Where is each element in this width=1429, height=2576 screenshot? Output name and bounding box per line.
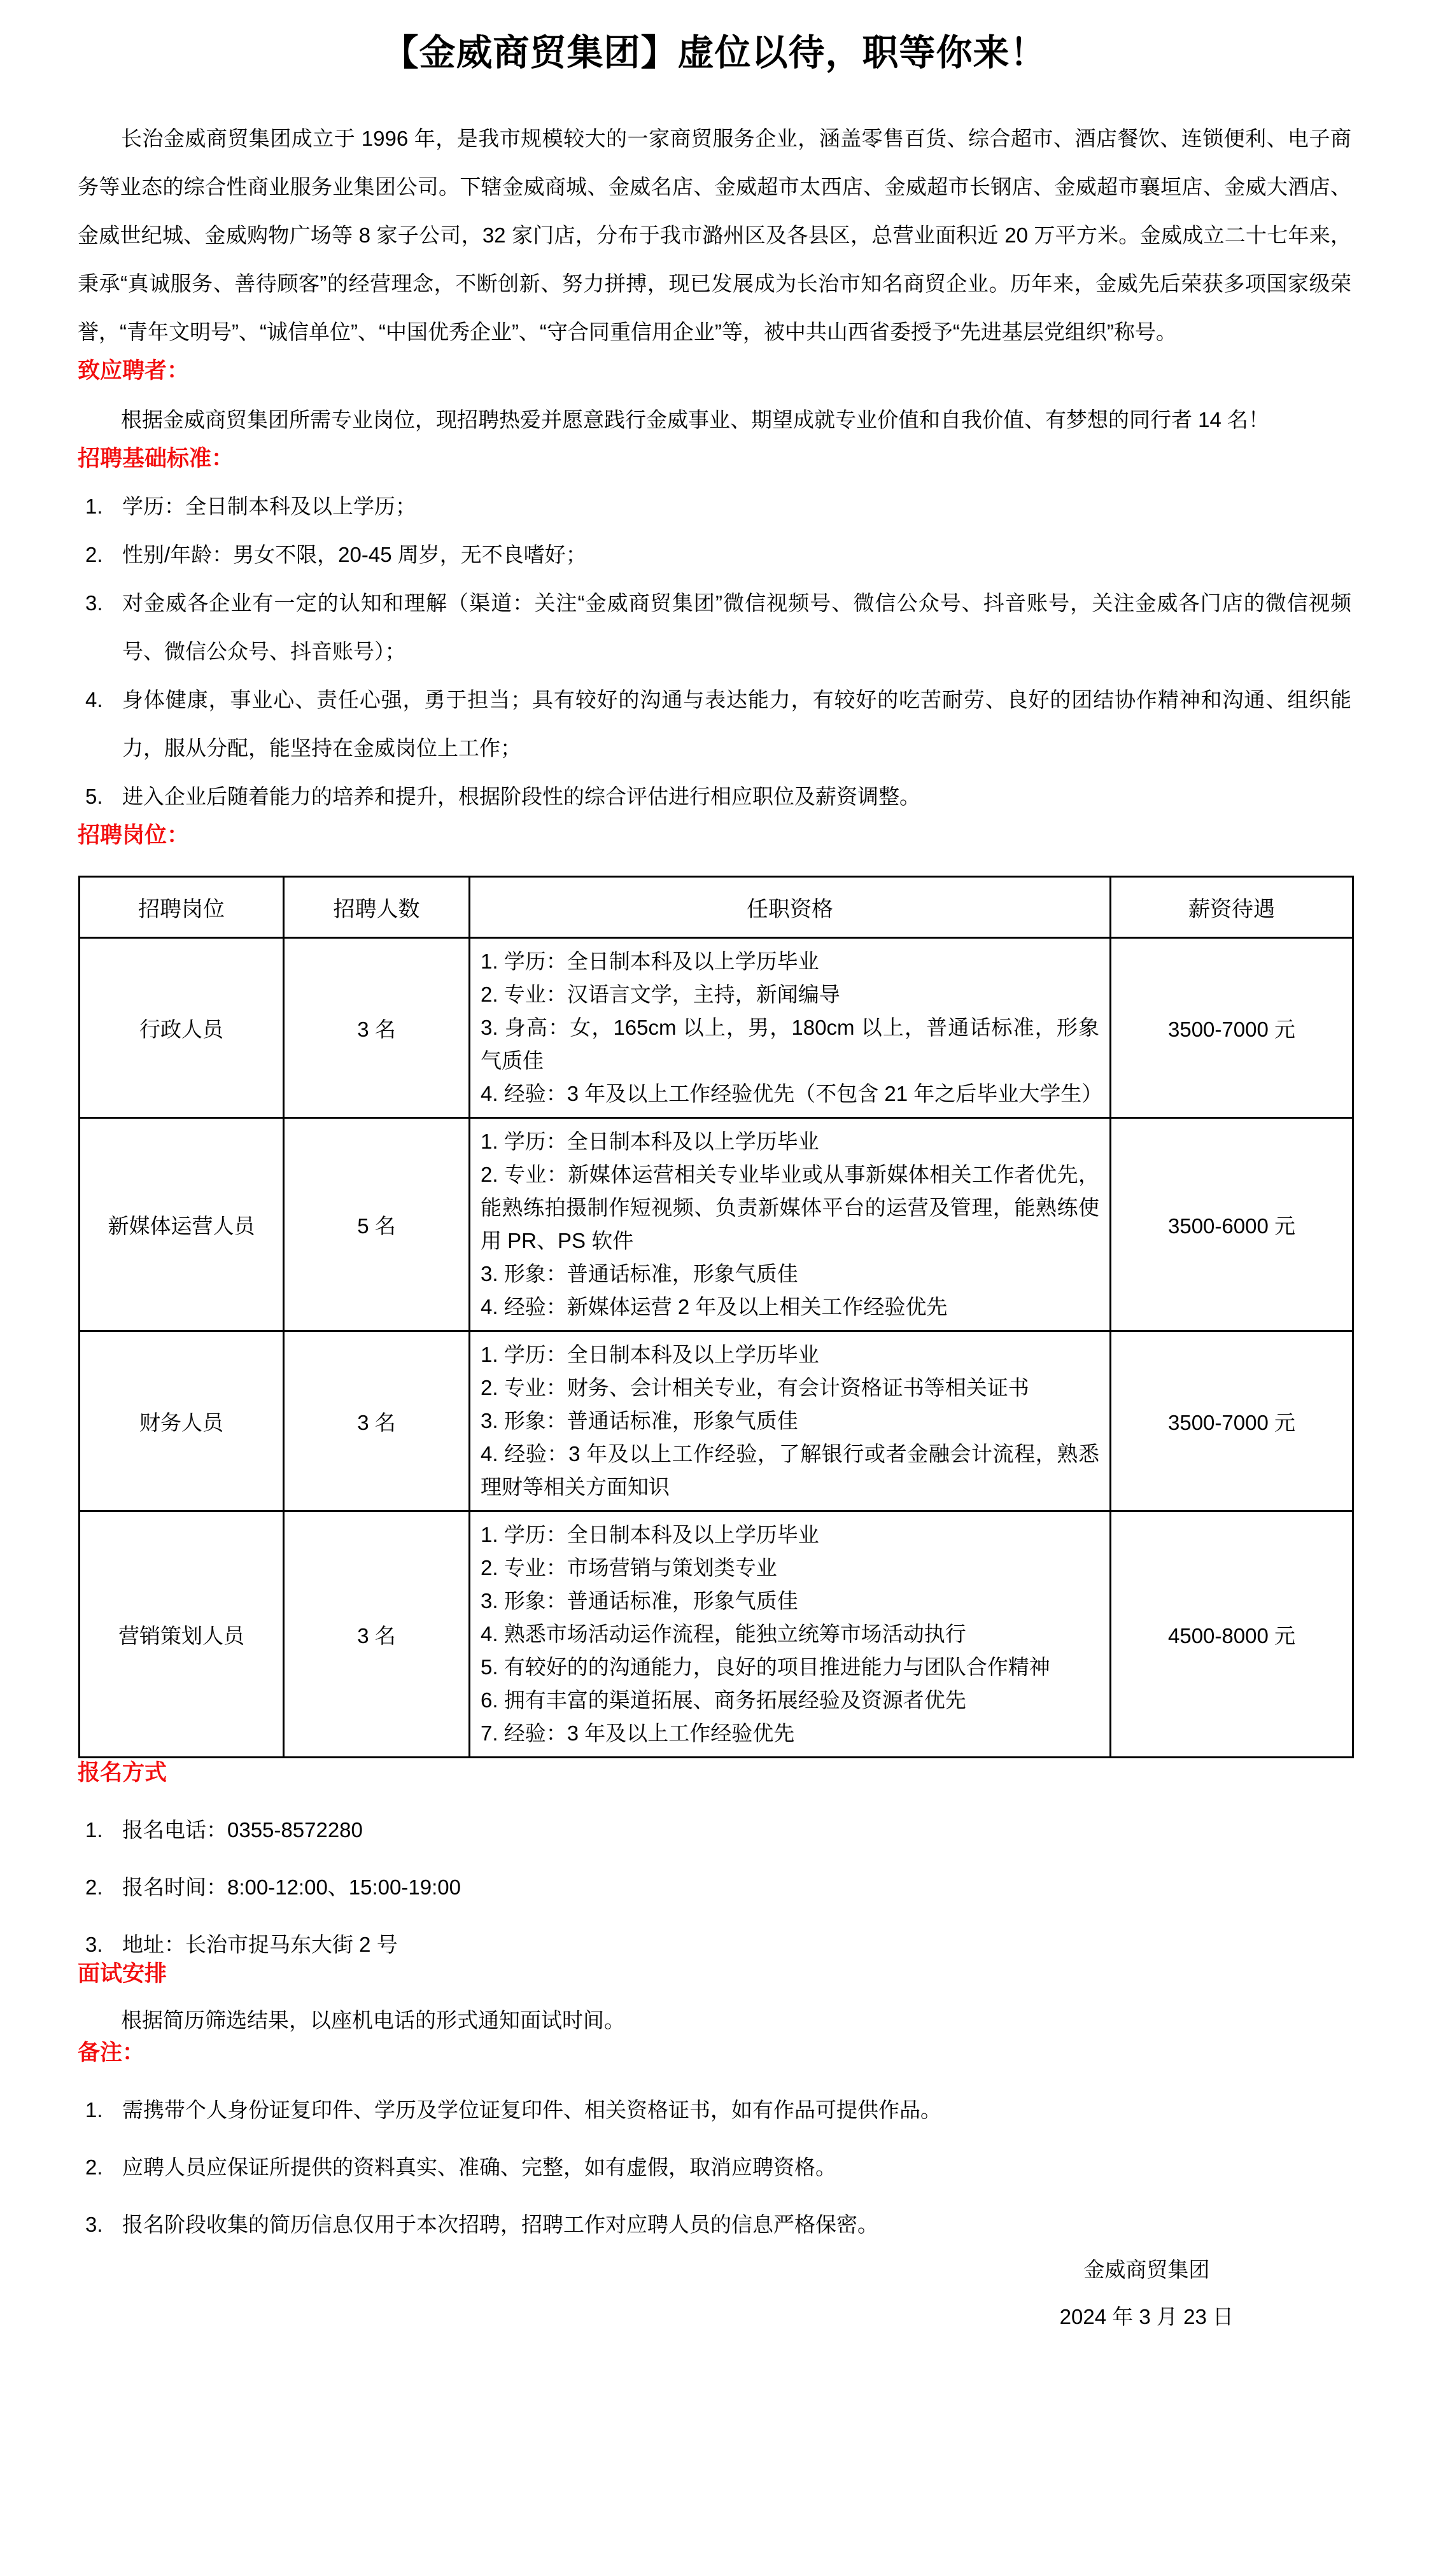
qualification-line: 3. 身高：女，165cm 以上，男，180cm 以上，普通话标准，形象气质佳 [481,1016,1099,1072]
count-cell: 3 名 [284,1511,470,1758]
apply-item-text: 地址：长治市捉马东大街 2 号 [122,1933,398,1956]
section-heading-notes: 备注： [78,2040,145,2065]
qualification-line: 4. 经验：新媒体运营 2 年及以上相关工作经验优先 [481,1295,948,1319]
qualification-line: 2. 专业：汉语言文学，主持，新闻编导 [481,983,840,1006]
note-item [78,2153,1351,2182]
qualification-line: 6. 拥有丰富的渠道拓展、商务拓展经验及资源者优先 [481,1688,966,1712]
qualifications-cell [470,1118,1111,1331]
table-row [80,1331,1353,1511]
section-heading-to-applicants: 致应聘者： [78,358,190,383]
column-header-qualifications: 任职资格 [470,877,1111,938]
qualification-line: 5. 有较好的的沟通能力，良好的项目推进能力与团队合作精神 [481,1655,1050,1679]
apply-item-text: 报名时间：8:00-12:00、15:00-19:00 [122,1875,461,1899]
notes-list [78,2096,1351,2239]
positions-table [78,876,1354,1758]
positions-table-header [80,877,1353,938]
note-item-text: 报名阶段收集的简历信息仅用于本次招聘，招聘工作对应聘人员的信息严格保密。 [122,2213,878,2236]
section-heading-basic-standards: 招聘基础标准： [78,446,234,471]
count-cell: 3 名 [284,1331,470,1511]
signature-block [1060,2255,1234,2332]
basic-standard-item [78,773,1351,821]
signature-date: 2024 年 3 月 23 日 [1059,2305,1234,2328]
section-heading-positions: 招聘岗位： [78,823,190,848]
signature-company: 金威商贸集团 [1083,2258,1210,2281]
qualifications-cell [470,938,1111,1118]
basic-standard-item-text: 对金威各企业有一定的认知和理解（渠道：关注“金威商贸集团”微信视频号、微信公众号、抖音账号，关注金威各门店的微信视频号、微信公众号、抖音账号）； [122,591,1351,663]
table-row [80,1118,1353,1331]
position-cell: 新媒体运营人员 [80,1118,284,1331]
apply-item [78,1930,1351,1959]
basic-standard-item-text: 性别/年龄：男女不限，20-45 周岁，无不良嗜好； [122,543,587,566]
qualification-line: 3. 形象：普通话标准，形象气质佳 [481,1409,798,1432]
basic-standard-item [78,676,1351,773]
basic-standard-item-text: 身体健康，事业心、责任心强，勇于担当；具有较好的沟通与表达能力，有较好的吃苦耐劳、良好的团结协作精神和沟通、组织能力，服从分配，能坚持在金威岗位上工作； [122,688,1351,760]
qualification-line: 1. 学历：全日制本科及以上学历毕业 [481,1130,819,1153]
note-item-text: 需携带个人身份证复印件、学历及学位证复印件、相关资格证书，如有作品可提供作品。 [122,2098,941,2122]
salary-cell: 4500-8000 元 [1111,1511,1353,1758]
positions-table-body [80,938,1353,1758]
table-row [80,1511,1353,1758]
qualification-line: 1. 学历：全日制本科及以上学历毕业 [481,949,819,973]
salary-cell: 3500-6000 元 [1111,1118,1353,1331]
qualification-line: 1. 学历：全日制本科及以上学历毕业 [481,1343,819,1366]
basic-standard-item-text: 学历：全日制本科及以上学历； [122,494,416,518]
apply-list [78,1816,1351,1959]
qualification-line: 7. 经验：3 年及以上工作经验优先 [481,1721,795,1745]
apply-item [78,1873,1351,1902]
section-heading-interview: 面试安排 [78,1961,167,1986]
position-cell: 财务人员 [80,1331,284,1511]
qualification-line: 4. 经验：3 年及以上工作经验优先（不包含 21 年之后毕业大学生） [481,1082,1103,1105]
qualifications-cell [470,1331,1111,1511]
qualification-line: 1. 学历：全日制本科及以上学历毕业 [481,1523,819,1546]
basic-standard-item [78,531,1351,579]
position-cell: 营销策划人员 [80,1511,284,1758]
qualification-line: 3. 形象：普通话标准，形象气质佳 [481,1589,798,1613]
qualification-line: 2. 专业：新媒体运营相关专业毕业或从事新媒体相关工作者优先，能熟练拍摄制作短视频、负责新媒体平台的运营及管理，能熟练使用 PR、PS 软件 [481,1163,1099,1252]
qualification-line: 3. 形象：普通话标准，形象气质佳 [481,1262,798,1285]
salary-cell: 3500-7000 元 [1111,1331,1353,1511]
count-cell: 5 名 [284,1118,470,1331]
basic-standard-item-text: 进入企业后随着能力的培养和提升，根据阶段性的综合评估进行相应职位及薪资调整。 [122,785,920,808]
basic-standards-list [78,482,1351,821]
header-row [80,877,1353,938]
note-item [78,2096,1351,2125]
note-item [78,2210,1351,2239]
position-cell: 行政人员 [80,938,284,1118]
interview-paragraph: 根据简历筛选结果，以座机电话的形式通知面试时间。 [121,2008,625,2032]
note-item-text: 应聘人员应保证所提供的资料真实、准确、完整，如有虚假，取消应聘资格。 [122,2155,836,2179]
section-heading-apply: 报名方式 [78,1760,167,1785]
column-header-salary: 薪资待遇 [1111,877,1353,938]
salary-cell: 3500-7000 元 [1111,938,1353,1118]
page-title: 【金威商贸集团】虚位以待，职等你来！ [382,32,1047,73]
apply-item [78,1816,1351,1845]
apply-item-text: 报名电话：0355-8572280 [122,1818,363,1842]
qualifications-cell [470,1511,1111,1758]
basic-standard-item [78,579,1351,676]
table-row [80,938,1353,1118]
to-applicants-paragraph: 根据金威商贸集团所需专业岗位，现招聘热爱并愿意践行金威事业、期望成就专业价值和自我价值、有梦想的同行者 14 名！ [121,408,1270,431]
intro-paragraph: 长治金威商贸集团成立于 1996 年，是我市规模较大的一家商贸服务企业，涵盖零售百货、综合超市、酒店餐饮、连锁便利、电子商务等业态的综合性商业服务业集团公司。下辖金威商城、金威名店、金威超市太西店、金威超市长钢店、金威超市襄垣店、金威大酒店、金威世纪城、金威购物广场等 8 家子公司，32 家门店，分布于我市潞州区及各县区，总营业面积近 20 万平方米。金威成立二十七年来，秉承“真诚服务、善待顾客”的经营理念，不断创新、努力拼搏，现已发展成为长治市知名商贸企业。历年来，金威先后荣获多项国家级荣誉，“青年文明号”、“诚信单位”、“中国优秀企业”、“守合同重信用企业”等，被中共山西省委授予“先进基层党组织”称号。 [78,127,1351,344]
basic-standard-item [78,482,1351,531]
qualification-line: 2. 专业：财务、会计相关专业，有会计资格证书等相关证书 [481,1376,1029,1399]
qualification-line: 4. 经验：3 年及以上工作经验，了解银行或者金融会计流程，熟悉理财等相关方面知识 [481,1442,1099,1499]
count-cell: 3 名 [284,938,470,1118]
column-header-position: 招聘岗位 [80,877,284,938]
qualification-line: 4. 熟悉市场活动运作流程，能独立统筹市场活动执行 [481,1622,966,1646]
column-header-count: 招聘人数 [284,877,470,938]
qualification-line: 2. 专业：市场营销与策划类专业 [481,1556,777,1579]
